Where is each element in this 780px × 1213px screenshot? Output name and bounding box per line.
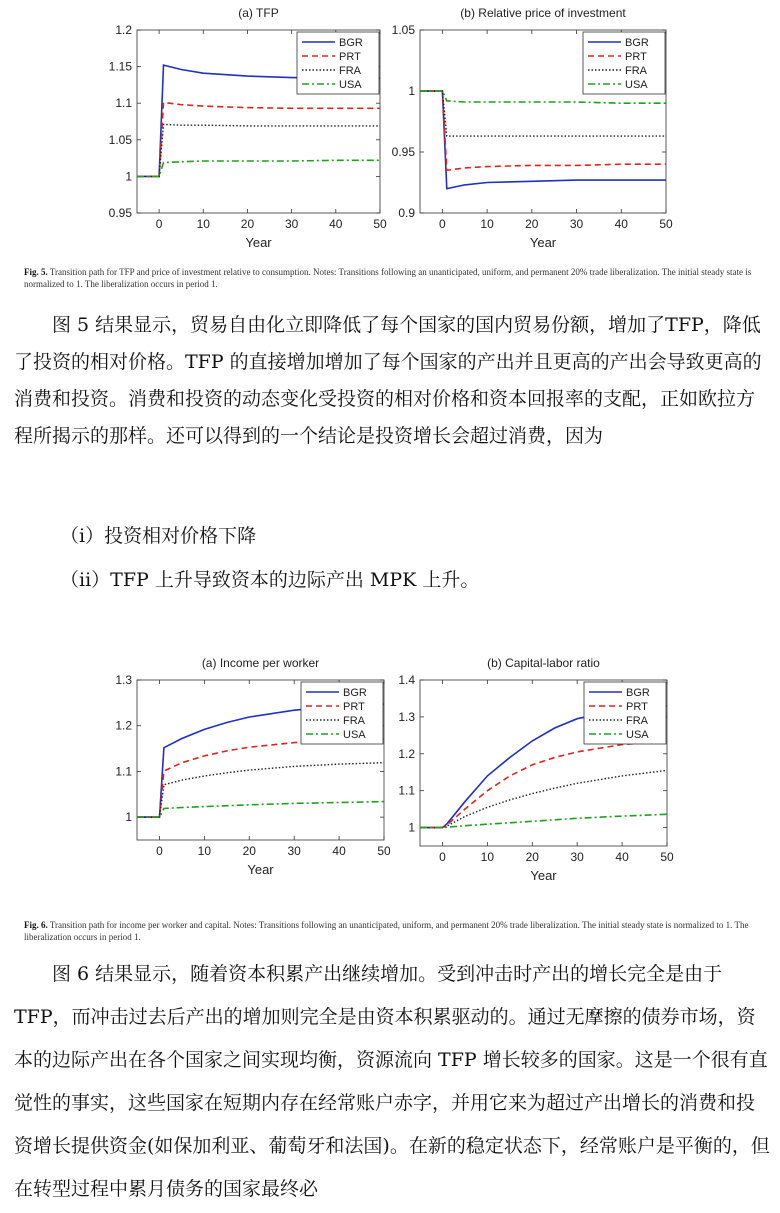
y-tick-label: 1 [408, 820, 415, 835]
y-tick-label: 1.2 [115, 718, 132, 733]
y-tick-label: 1.05 [108, 132, 132, 147]
y-tick-label: 1.05 [391, 23, 415, 37]
x-tick-label: 10 [480, 217, 494, 231]
x-axis-label: Year [529, 235, 557, 250]
chart-title: (b) Relative price of investment [460, 6, 626, 20]
list-item-2-text: （ii）TFP 上升导致资本的边际产出 MPK 上升。 [60, 569, 480, 591]
legend-label-prt: PRT [339, 51, 361, 63]
list-item-2 [60, 562, 780, 599]
chart-svg [0, 648, 390, 908]
y-tick-label: 0.95 [108, 206, 132, 220]
legend-label-usa: USA [343, 729, 366, 741]
list-item-1-text: （i）投资相对价格下降 [60, 525, 257, 547]
x-tick-label: 30 [287, 844, 301, 858]
y-tick-label: 1.2 [398, 746, 415, 761]
paragraph-2-text: 图 6 结果显示，随着资本积累产出继续增加。受到冲击时产出的增长完全是由于 TFP，而冲击过去后产出的增加则完全是由资本积累驱动的。通过无摩擦的债券市场，资本的边际产出在各个国家之间实现均衡，资源流向 TFP 增长较多的国家。这是一个很有直觉性的事实，这些国家在短期内存在经常账户赤字，并用它来为超过产出增长的消费和投资增长提供资金(如保加利亚、葡萄牙和法国)。在新的稳定状态下，经常账户是平衡的，但在转型过程中累月债务的国家最终必 [14, 963, 770, 1200]
x-tick-label: 30 [284, 217, 299, 231]
series-line-usa [137, 802, 384, 818]
figure-5-caption-text: Transition path for TFP and price of investment relative to consumption. Notes: Transitions following an unanticipated, uniform, and permanent 20% trade liberalization. The initial steady state is normalized to 1. The liberalization occurs in period 1. [24, 267, 752, 289]
y-tick-label: 1.1 [115, 764, 132, 779]
legend-label-usa: USA [626, 729, 649, 741]
legend-label-prt: PRT [626, 701, 648, 713]
y-tick-label: 0.9 [398, 206, 415, 220]
y-tick-label: 1 [125, 169, 132, 184]
series-line-prt [137, 103, 380, 177]
chart-svg [390, 648, 780, 908]
legend-label-prt: PRT [625, 51, 647, 63]
y-tick-label: 1.2 [115, 23, 132, 37]
x-tick-label: 40 [615, 850, 629, 864]
x-tick-label: 0 [439, 217, 446, 231]
x-tick-label: 40 [329, 217, 343, 231]
x-tick-label: 40 [332, 844, 346, 858]
x-tick-label: 0 [155, 217, 163, 231]
paragraph-1 [14, 307, 770, 455]
legend-label-fra: FRA [343, 715, 365, 727]
x-tick-label: 20 [525, 850, 539, 864]
figure-6-caption-text: Transition path for income per worker and capital. Notes: Transitions following an unanticipated, uniform, and permanent 20% trade liberalization. The initial steady state is normalized to 1. The liberalization occurs in period 1. [24, 920, 749, 942]
x-tick-label: 0 [156, 844, 163, 858]
legend-label-fra: FRA [339, 65, 361, 77]
figure-6-caption-label: Fig. 6. [24, 920, 48, 930]
y-tick-label: 1 [408, 84, 415, 98]
x-tick-label: 40 [614, 217, 628, 231]
y-tick-label: 1.3 [398, 709, 415, 724]
paragraph-2 [14, 953, 770, 1211]
x-tick-label: 50 [660, 850, 674, 864]
x-axis-label: Year [530, 868, 557, 883]
y-tick-label: 1.3 [115, 673, 132, 687]
x-tick-label: 50 [377, 844, 390, 858]
x-tick-label: 50 [373, 217, 387, 231]
chart-svg [0, 0, 390, 255]
series-line-usa [137, 160, 380, 176]
chart-title: (b) Capital-labor ratio [487, 656, 600, 670]
legend-label-usa: USA [339, 79, 362, 91]
series-line-bgr [420, 91, 666, 189]
y-tick-label: 1 [125, 810, 132, 825]
y-tick-label: 1.4 [398, 673, 415, 687]
legend-label-bgr: BGR [626, 687, 650, 699]
figure-6-caption [24, 919, 764, 943]
x-tick-label: 20 [240, 217, 255, 231]
y-tick-label: 1.1 [398, 783, 415, 798]
legend-label-usa: USA [625, 79, 648, 91]
legend-label-bgr: BGR [625, 37, 649, 49]
series-line-prt [420, 741, 667, 828]
legend-label-fra: FRA [625, 65, 647, 77]
figure-6b-capital-labor-chart [390, 648, 780, 908]
figure-6a-income-chart [0, 648, 390, 908]
x-tick-label: 10 [196, 217, 210, 231]
figure-5b-relative-price-chart [390, 0, 780, 255]
series-line-fra [137, 124, 380, 176]
x-tick-label: 10 [480, 850, 495, 864]
figure-5-caption-label: Fig. 5. [24, 267, 48, 277]
x-tick-label: 10 [197, 844, 212, 858]
x-axis-label: Year [245, 235, 272, 250]
x-tick-label: 20 [525, 217, 539, 231]
y-tick-label: 1.1 [115, 96, 132, 111]
list-item-1 [60, 518, 780, 555]
figure-5a-tfp-chart [0, 0, 390, 255]
x-tick-label: 50 [659, 217, 673, 231]
series-line-fra [137, 763, 384, 817]
x-tick-label: 0 [439, 850, 446, 864]
chart-title: (a) TFP [238, 6, 279, 20]
y-tick-label: 1.15 [108, 59, 132, 74]
series-line-fra [420, 91, 666, 136]
paragraph-1-text: 图 5 结果显示，贸易自由化立即降低了每个国家的国内贸易份额，增加了TFP，降低了投资的相对价格。TFP 的直接增加增加了每个国家的产出并且更高的产出会导致更高的消费和投资。消费和投资的动态变化受投资的相对价格和资本回报率的支配，正如欧拉方程所揭示的那样。还可以得到的一个结论是投资增长会超过消费，因为 [14, 314, 762, 447]
x-tick-label: 20 [242, 844, 256, 858]
x-tick-label: 30 [569, 217, 584, 231]
chart-svg [390, 0, 780, 255]
chart-title: (a) Income per worker [201, 656, 320, 670]
legend-label-bgr: BGR [339, 37, 363, 49]
series-line-prt [137, 739, 384, 817]
x-tick-label: 30 [570, 850, 584, 864]
x-axis-label: Year [247, 862, 274, 877]
legend-label-fra: FRA [626, 715, 648, 727]
legend-label-bgr: BGR [343, 687, 367, 699]
legend-label-prt: PRT [343, 701, 365, 713]
series-line-fra [420, 770, 667, 827]
y-tick-label: 0.95 [391, 145, 415, 159]
figure-5-caption [24, 266, 764, 290]
